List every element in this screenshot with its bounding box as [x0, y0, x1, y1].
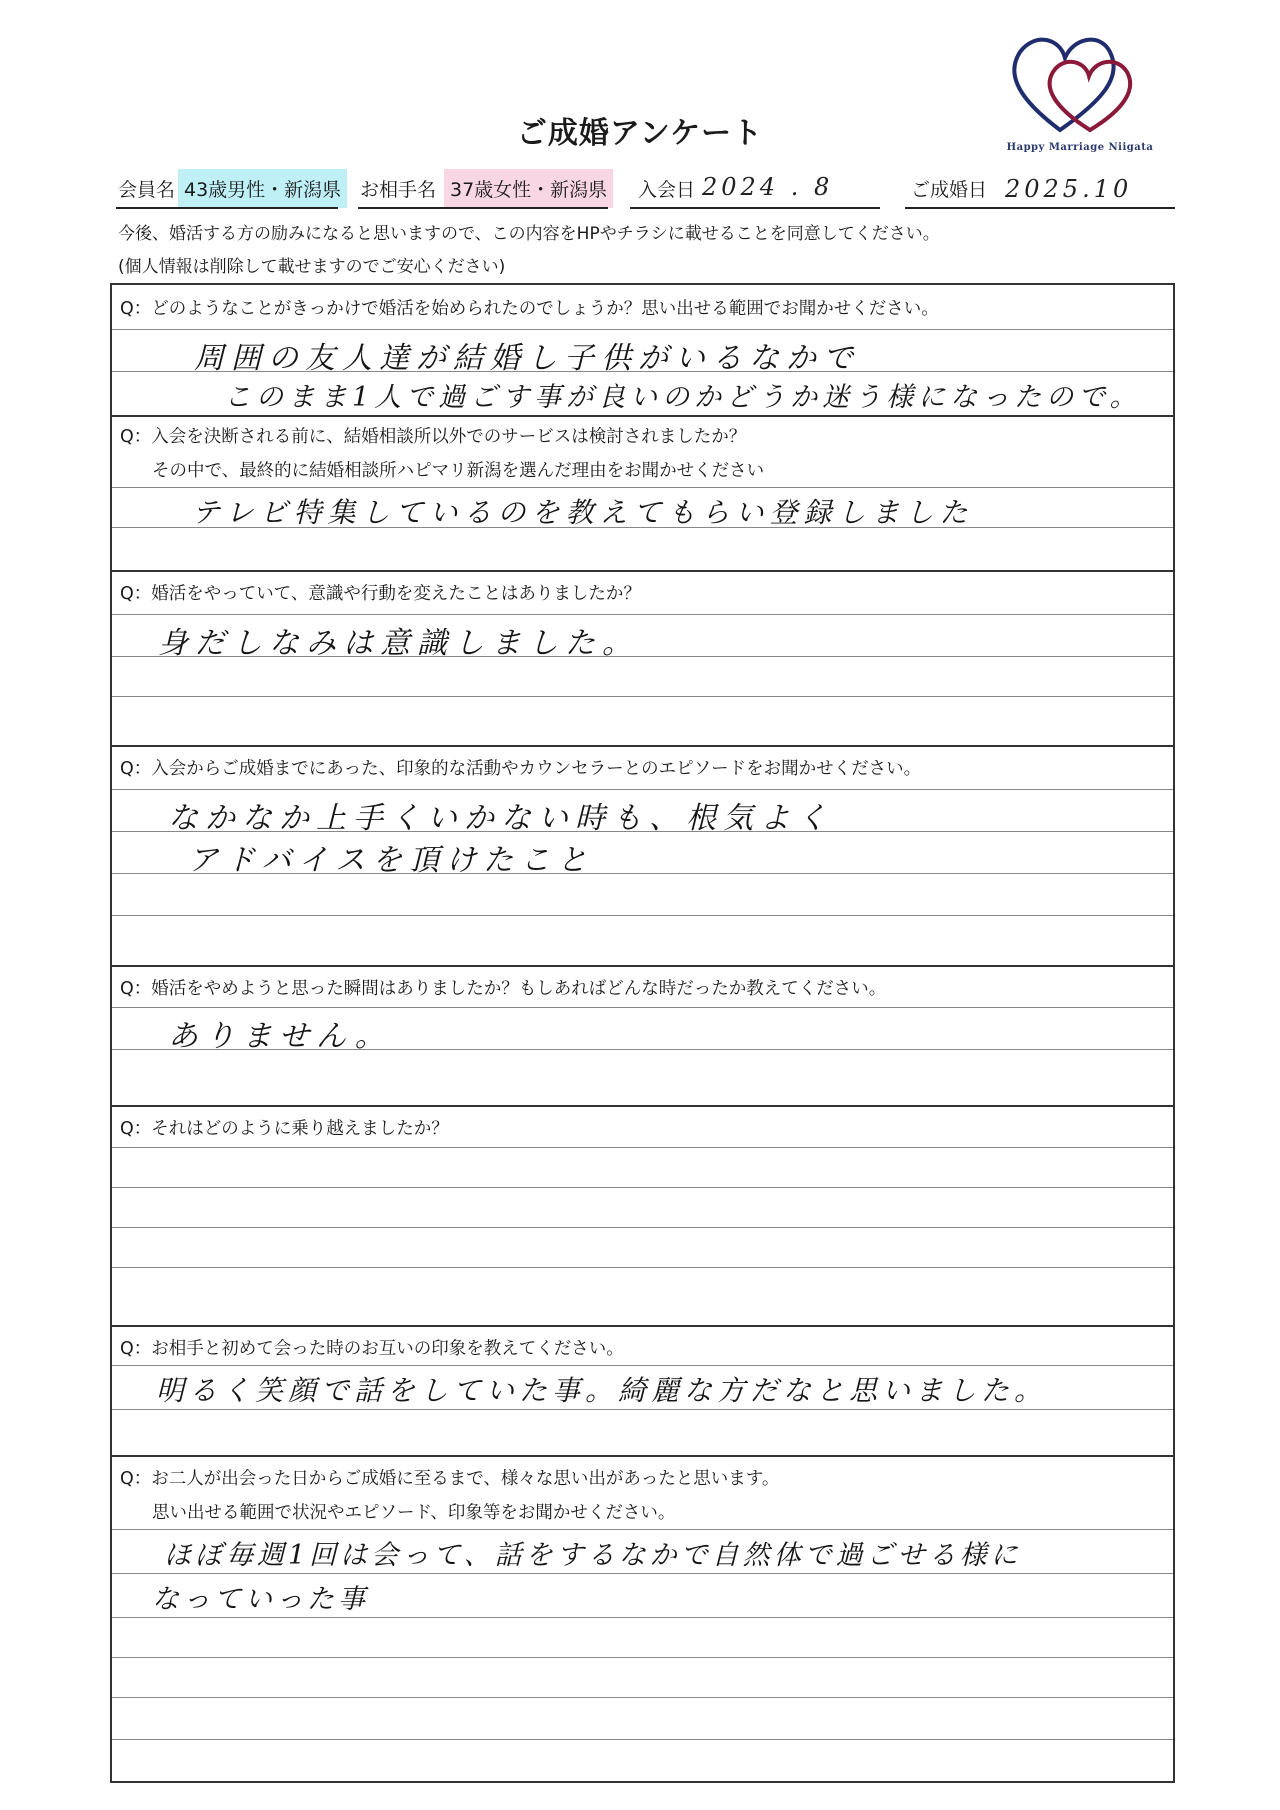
- question-text: Q：入会を決断される前に、結婚相談所以外でのサービスは検討されましたか？: [120, 427, 747, 447]
- question-section-6: [112, 1105, 1173, 1325]
- answer-text: 身だしなみは意識しました。: [158, 626, 639, 661]
- consent-text: 今後、婚活する方の励みになると思いますので、この内容をHPやチラシに載せることを同意してください。: [118, 224, 940, 244]
- question-section-8: [112, 1455, 1173, 1785]
- answer-text: 明るく笑顔で話をしていた事。綺麗な方だなと思いました。: [156, 1374, 1048, 1407]
- survey-table: [110, 283, 1175, 1783]
- answer-text: ほぼ毎週1回は会って、話をするなかで自然体で過ごせる様に: [164, 1540, 1022, 1571]
- member-value: 43歳男性・新潟県: [178, 169, 347, 208]
- member-label: 会員名: [118, 179, 176, 201]
- question-text: Q：お相手と初めて会った時のお互いの印象を教えてください。: [120, 1339, 624, 1359]
- member-field: [116, 165, 342, 209]
- page-title: ご成婚アンケート: [516, 116, 764, 151]
- question-text-2: 思い出せる範囲で状況やエピソード、印象等をお聞かせください。: [152, 1503, 676, 1523]
- answer-text: ありません。: [168, 1019, 392, 1054]
- partner-field: [358, 165, 608, 209]
- logo-text: Happy Marriage Niigata: [1006, 142, 1154, 153]
- marriage-date-field: [905, 165, 1175, 209]
- question-section-2: [112, 415, 1173, 570]
- question-text: Q：お二人が出会った日からご成婚に至るまで、様々な思い出があったと思います。: [120, 1469, 780, 1489]
- marriage-date-value: 2025.10: [1005, 175, 1133, 203]
- answer-text: なっていった事: [152, 1584, 369, 1615]
- answer-text: なかなか上手くいかない時も、根気よく: [168, 801, 834, 836]
- answer-text: 周囲の友人達が結婚し子供がいるなかで: [194, 341, 860, 376]
- question-text: Q：婚活をやっていて、意識や行動を変えたことはありましたか？: [120, 584, 641, 604]
- question-section-4: [112, 745, 1173, 965]
- consent-note: (個人情報は削除して載せますのでご安心ください): [118, 257, 506, 277]
- question-section-5: [112, 965, 1173, 1105]
- answer-text: このまま1人で過ごす事が良いのかどうか迷う様になったので。: [224, 382, 1142, 413]
- question-section-3: [112, 570, 1173, 745]
- question-section-1: [112, 285, 1173, 415]
- question-text: Q：婚活をやめようと思った瞬間はありましたか？もしあればどんな時だったか教えてください。: [120, 979, 887, 999]
- question-text: Q：それはどのように乗り越えましたか？: [120, 1119, 449, 1139]
- question-text: Q：どのようなことがきっかけで婚活を始められたのでしょうか？思い出せる範囲でお聞かせください。: [120, 299, 939, 319]
- partner-value: 37歳女性・新潟県: [444, 169, 613, 208]
- partner-label: お相手名: [360, 179, 437, 201]
- marriage-date-label: ご成婚日: [911, 179, 988, 201]
- question-text-2: その中で、最終的に結婚相談所ハピマリ新潟を選んだ理由をお聞かせください: [152, 461, 765, 481]
- join-date-label: 入会日: [638, 179, 696, 201]
- question-section-7: [112, 1325, 1173, 1455]
- join-date-field: [630, 165, 880, 209]
- answer-text: アドバイスを頂けたこと: [188, 843, 595, 878]
- question-text: Q：入会からご成婚までにあった、印象的な活動やカウンセラーとのエピソードをお聞かせください。: [120, 759, 922, 779]
- join-date-value: 2024 . 8: [702, 173, 834, 201]
- answer-text: テレビ特集しているのを教えてもらい登録しました: [192, 496, 974, 529]
